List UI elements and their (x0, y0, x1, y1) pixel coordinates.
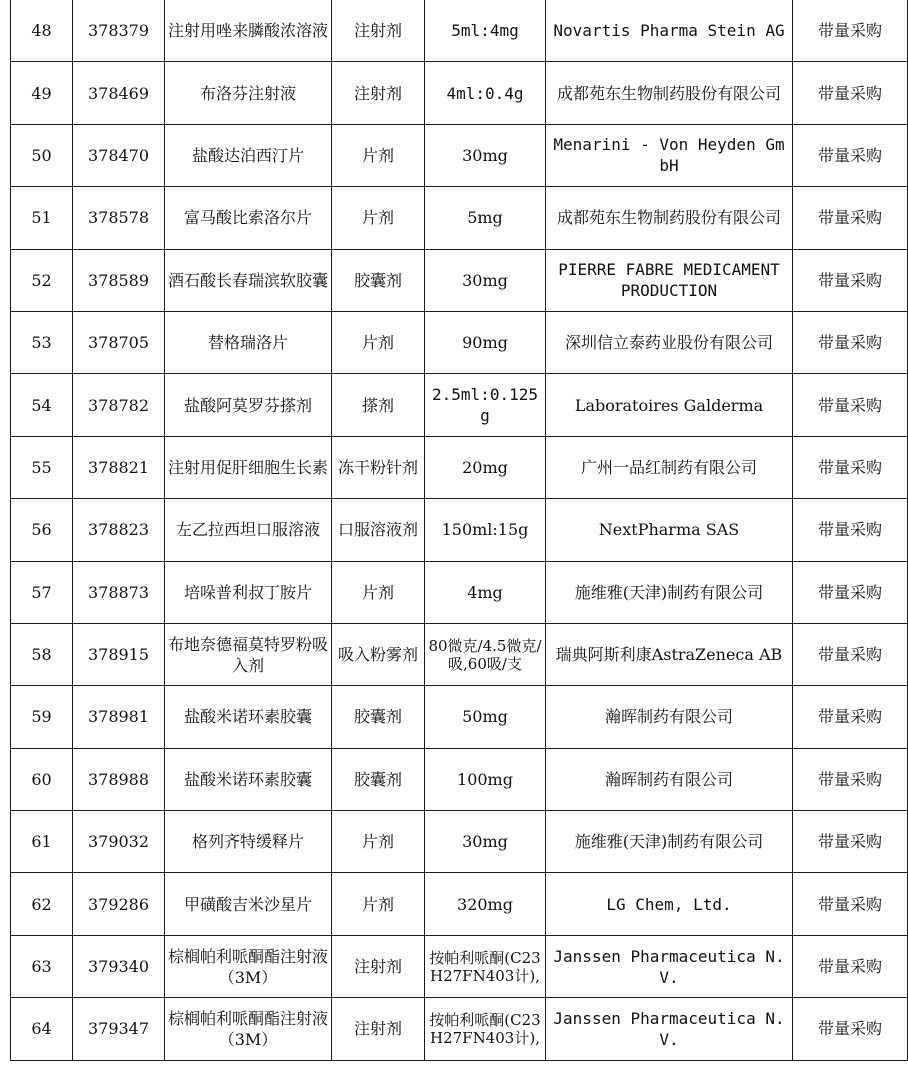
procurement-type: 带量采购 (793, 436, 908, 498)
drug-code: 378469 (73, 62, 165, 124)
dosage-form: 片剂 (332, 811, 425, 873)
procurement-type: 带量采购 (793, 249, 908, 311)
specification: 320mg (425, 873, 546, 935)
procurement-type: 带量采购 (793, 311, 908, 373)
drug-code: 378782 (73, 374, 165, 436)
table-row (11, 998, 908, 1060)
row-number: 64 (11, 998, 73, 1060)
table-row (11, 686, 908, 748)
drug-name: 左乙拉西坦口服溶液 (165, 499, 332, 561)
manufacturer: 瀚晖制药有限公司 (546, 686, 793, 748)
manufacturer: 成都苑东生物制药股份有限公司 (546, 62, 793, 124)
drug-name: 培哚普利叔丁胺片 (165, 561, 332, 623)
specification: 4ml:0.4g (425, 62, 546, 124)
specification: 20mg (425, 436, 546, 498)
table-row (11, 187, 908, 249)
manufacturer: 深圳信立泰药业股份有限公司 (546, 311, 793, 373)
procurement-type: 带量采购 (793, 748, 908, 810)
drug-name: 棕榈帕利哌酮酯注射液（3M） (165, 998, 332, 1060)
specification: 50mg (425, 686, 546, 748)
row-number: 53 (11, 311, 73, 373)
table-row (11, 935, 908, 997)
dosage-form: 口服溶液剂 (332, 499, 425, 561)
row-number: 62 (11, 873, 73, 935)
dosage-form: 注射剂 (332, 935, 425, 997)
drug-name: 棕榈帕利哌酮酯注射液（3M） (165, 935, 332, 997)
manufacturer: 瑞典阿斯利康AstraZeneca AB (546, 623, 793, 685)
specification: 30mg (425, 249, 546, 311)
procurement-type: 带量采购 (793, 873, 908, 935)
manufacturer: LG Chem, Ltd. (546, 873, 793, 935)
dosage-form: 冻干粉针剂 (332, 436, 425, 498)
manufacturer: NextPharma SAS (546, 499, 793, 561)
drug-name: 盐酸米诺环素胶囊 (165, 748, 332, 810)
dosage-form: 片剂 (332, 187, 425, 249)
table-row (11, 873, 908, 935)
table-row (11, 374, 908, 436)
drug-procurement-table (10, 0, 908, 1061)
table-row (11, 561, 908, 623)
dosage-form: 胶囊剂 (332, 249, 425, 311)
procurement-type: 带量采购 (793, 62, 908, 124)
drug-code: 378873 (73, 561, 165, 623)
dosage-form: 胶囊剂 (332, 748, 425, 810)
drug-code: 379347 (73, 998, 165, 1060)
specification: 5ml:4mg (425, 0, 546, 62)
drug-code: 378915 (73, 623, 165, 685)
row-number: 56 (11, 499, 73, 561)
table-row (11, 0, 908, 62)
table-row (11, 748, 908, 810)
specification: 150ml:15g (425, 499, 546, 561)
manufacturer: Janssen Pharmaceutica N.V. (546, 998, 793, 1060)
drug-code: 379032 (73, 811, 165, 873)
drug-name: 注射用唑来膦酸浓溶液 (165, 0, 332, 62)
dosage-form: 注射剂 (332, 0, 425, 62)
procurement-type: 带量采购 (793, 811, 908, 873)
procurement-type: 带量采购 (793, 187, 908, 249)
dosage-form: 片剂 (332, 873, 425, 935)
row-number: 63 (11, 935, 73, 997)
table-row (11, 62, 908, 124)
drug-code: 378470 (73, 124, 165, 186)
drug-code: 379286 (73, 873, 165, 935)
table-row (11, 249, 908, 311)
dosage-form: 搽剂 (332, 374, 425, 436)
row-number: 52 (11, 249, 73, 311)
specification: 30mg (425, 811, 546, 873)
drug-code: 378578 (73, 187, 165, 249)
drug-name: 酒石酸长春瑞滨软胶囊 (165, 249, 332, 311)
drug-code: 378705 (73, 311, 165, 373)
specification: 90mg (425, 311, 546, 373)
dosage-form: 片剂 (332, 561, 425, 623)
specification: 按帕利哌酮(C23H27FN403计), (425, 998, 546, 1060)
drug-code: 378823 (73, 499, 165, 561)
dosage-form: 片剂 (332, 124, 425, 186)
manufacturer: 施维雅(天津)制药有限公司 (546, 811, 793, 873)
row-number: 49 (11, 62, 73, 124)
row-number: 55 (11, 436, 73, 498)
drug-name: 布地奈德福莫特罗粉吸入剂 (165, 623, 332, 685)
row-number: 58 (11, 623, 73, 685)
row-number: 61 (11, 811, 73, 873)
dosage-form: 片剂 (332, 311, 425, 373)
specification: 4mg (425, 561, 546, 623)
drug-name: 注射用促肝细胞生长素 (165, 436, 332, 498)
manufacturer: Laboratoires Galderma (546, 374, 793, 436)
procurement-type: 带量采购 (793, 686, 908, 748)
drug-name: 盐酸阿莫罗芬搽剂 (165, 374, 332, 436)
row-number: 50 (11, 124, 73, 186)
procurement-type: 带量采购 (793, 561, 908, 623)
specification: 80微克/4.5微克/吸,60吸/支 (425, 623, 546, 685)
drug-code: 378821 (73, 436, 165, 498)
procurement-type: 带量采购 (793, 623, 908, 685)
table-row (11, 124, 908, 186)
drug-name: 盐酸达泊西汀片 (165, 124, 332, 186)
drug-code: 378988 (73, 748, 165, 810)
row-number: 48 (11, 0, 73, 62)
manufacturer: 瀚晖制药有限公司 (546, 748, 793, 810)
row-number: 60 (11, 748, 73, 810)
procurement-type: 带量采购 (793, 124, 908, 186)
table-row (11, 623, 908, 685)
dosage-form: 注射剂 (332, 998, 425, 1060)
row-number: 54 (11, 374, 73, 436)
dosage-form: 吸入粉雾剂 (332, 623, 425, 685)
drug-code: 379340 (73, 935, 165, 997)
manufacturer: PIERRE FABRE MEDICAMENT PRODUCTION (546, 249, 793, 311)
table-row (11, 499, 908, 561)
specification: 100mg (425, 748, 546, 810)
specification: 30mg (425, 124, 546, 186)
row-number: 51 (11, 187, 73, 249)
dosage-form: 胶囊剂 (332, 686, 425, 748)
specification: 按帕利哌酮(C23H27FN403计), (425, 935, 546, 997)
drug-code: 378379 (73, 0, 165, 62)
drug-name: 替格瑞洛片 (165, 311, 332, 373)
manufacturer: 成都苑东生物制药股份有限公司 (546, 187, 793, 249)
procurement-type: 带量采购 (793, 0, 908, 62)
table-row (11, 311, 908, 373)
row-number: 59 (11, 686, 73, 748)
table-row (11, 811, 908, 873)
manufacturer: 施维雅(天津)制药有限公司 (546, 561, 793, 623)
manufacturer: 广州一品红制药有限公司 (546, 436, 793, 498)
dosage-form: 注射剂 (332, 62, 425, 124)
drug-name: 盐酸米诺环素胶囊 (165, 686, 332, 748)
specification: 2.5ml:0.125g (425, 374, 546, 436)
drug-name: 布洛芬注射液 (165, 62, 332, 124)
procurement-type: 带量采购 (793, 935, 908, 997)
drug-code: 378981 (73, 686, 165, 748)
procurement-type: 带量采购 (793, 998, 908, 1060)
drug-name: 富马酸比索洛尔片 (165, 187, 332, 249)
drug-code: 378589 (73, 249, 165, 311)
row-number: 57 (11, 561, 73, 623)
drug-name: 甲磺酸吉米沙星片 (165, 873, 332, 935)
procurement-type: 带量采购 (793, 499, 908, 561)
manufacturer: Janssen Pharmaceutica N.V. (546, 935, 793, 997)
table-row (11, 436, 908, 498)
specification: 5mg (425, 187, 546, 249)
manufacturer: Menarini - Von Heyden GmbH (546, 124, 793, 186)
procurement-type: 带量采购 (793, 374, 908, 436)
manufacturer: Novartis Pharma Stein AG (546, 0, 793, 62)
drug-name: 格列齐特缓释片 (165, 811, 332, 873)
